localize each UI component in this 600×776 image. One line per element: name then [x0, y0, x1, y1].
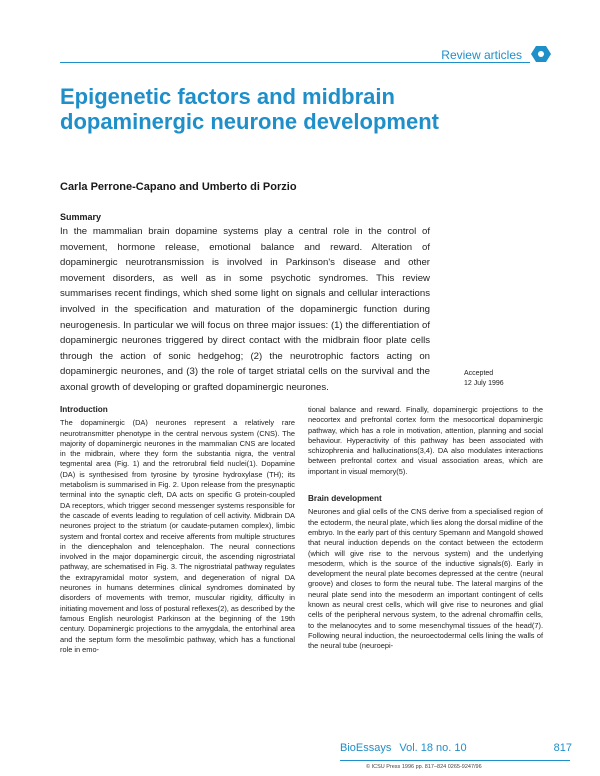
molecule-icon: [530, 44, 552, 64]
page-number: 817: [553, 742, 572, 754]
brain-development-text: Neurones and glial cells of the CNS derive from a specialised region of the ectoderm, the neural plate, which lies along the dorsal midline of the embryo. In the early part of this century Spemann and Mangold showed that neural induction depends on the contact between the ectoderm (which will give rise to the nervous system) and the underlying mesoderm, which is the source of the inductive signals(6). Early in development the neural plate becomes depressed at the centre (neural groove) and closes to form the neural tube. The lateral margins of the neural plate send into the mesoderm an important contingent of cells known as neural crest cells, which will give rise to neurones and glial cells of the peripheral nervous system, to the adrenal chromaffin cells, to the melanocytes and to some mesenchymal tissues of the head(7). Following neural induction, the neuroectodermal cells lining the walls of the neural tube (neuroepi-: [308, 507, 543, 651]
article-title: Epigenetic factors and midbrain dopaminergic neurone development: [60, 84, 439, 134]
accepted-label: Accepted: [464, 370, 494, 377]
copyright-line: © ICSU Press 1996 pp. 817–824 0265-9247/96: [366, 764, 482, 770]
authors: Carla Perrone-Capano and Umberto di Porzio: [60, 181, 297, 193]
right-column: [308, 405, 543, 652]
journal-name: BioEssays: [340, 742, 392, 754]
footer-journal: [340, 742, 467, 754]
introduction-heading: Introduction: [60, 405, 108, 414]
section-label: Review articles: [441, 48, 522, 62]
summary-text: In the mammalian brain dopamine systems play a central role in the control of movement, hormone release, emotional balance and reward. Alteration of dopaminergic neurotransmission is involved in Parkinson's disease and other movement disorders, as well as in some psychotic syndromes. This review summarises recent findings, which shed some light on signals and cellular interactions involved in the specification and maturation of the dopaminergic function during neurogenesis. In particular we will focus on three major issues: (1) the differentiation of dopaminergic neurones triggered by direct contact with the midbrain floor plate cells through the action of sonic hedgehog; (2) the neurotrophic factors acting on dopaminergic neurones, and (3) the role of target striatal cells on the survival and the axonal growth of developing or grafted dopaminergic neurones.: [60, 226, 430, 393]
header-rule: [60, 62, 530, 63]
introduction-continued: tional balance and reward. Finally, dopaminergic projections to the neocortex and prefrontal cortex form the mesocortical dopaminergic pathway, which has a role in motivation, attention, planning and social behaviour. Hyperactivity of this pathway has been associated with schizophrenia and hallucinations(3,4). DA also modulates interactions between prefrontal cortex and visual association areas, which are important in visual memory(5).: [308, 405, 543, 476]
journal-volume: Vol. 18 no. 10: [399, 742, 467, 754]
summary-heading: Summary: [60, 212, 102, 222]
accepted-note: [464, 369, 504, 389]
accepted-date: 12 July 1996: [464, 380, 504, 387]
brain-development-heading: Brain development: [308, 494, 382, 504]
left-column: [60, 405, 295, 655]
introduction-text: The dopaminergic (DA) neurones represent a relatively rare neurotransmitter phenotype in the central nervous system (CNS). The majority of dopaminergic neurones in the mammalian CNS are located in the midbrain, where they form the substantia nigra, the ventral tegmental area (Fig. 1) and the retrorubral field nuclei(1). Dopamine (DA) is synthesised from tyrosine by tyrosine hydroxylase (TH); its metabolism is summarised in Fig. 2. Upon release from the presynaptic terminal into the synaptic cleft, DA acts on specific G protein-coupled DA receptors, which trigger second messenger systems responsible for the cascade of events leading to regulation of cell activity. Midbrain DA neurones project to the striatum (or caudate-putamen complex), limbic system and frontal cortex and receive afferents from multiple structures in the diencephalon and telencephalon. The neural connections involved in the major dopaminergic circuit, the ascending nigrostriatal pathway, are schematised in Fig. 3. The nigrostriatal pathway regulates the extrapyramidal motor system, and degeneration of nigral DA neurones in humans determines clinical syndromes dominated by disorders of movements with tremor, muscular rigidity, difficulty in initiating movement and loss of postural reflexes(2), as described by the famous English neurologist Parkinson at the beginning of the 19th century. Dopaminergic projections to the amygdala, the entorhinal area and the septum form the mesolimbic pathway, which has a functional role in emo-: [60, 418, 295, 654]
footer-rule: [340, 760, 570, 761]
